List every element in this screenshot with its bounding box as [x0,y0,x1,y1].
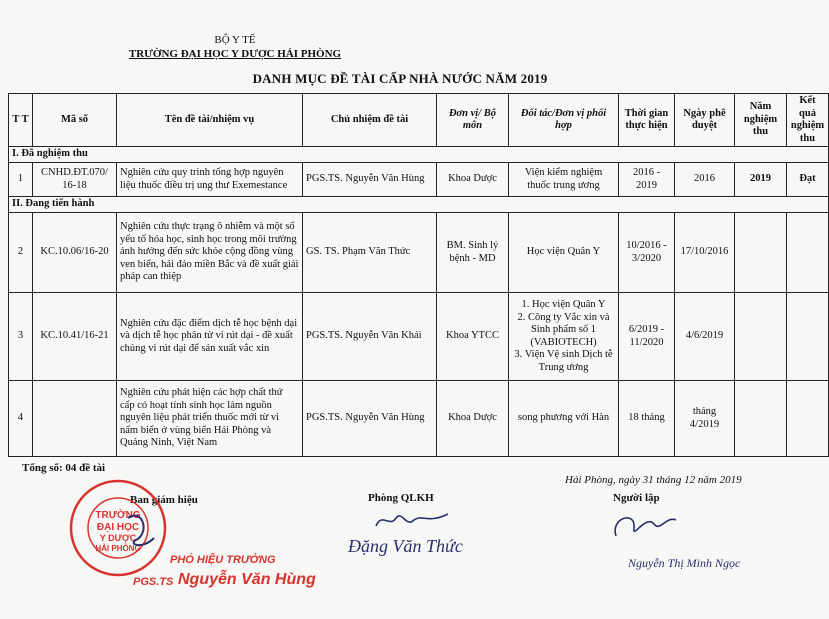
cell-chu-nhiem: PGS.TS. Nguyễn Văn Hùng [303,163,437,197]
sig-left-title: Ban giám hiệu [130,494,198,506]
cell-thoi-gian: 6/2019 - 11/2020 [619,293,675,381]
left-prefix: PGS.TS [133,576,174,588]
cell-doi-tac: Học viện Quân Y [509,213,619,293]
cell-ma-so [33,381,117,457]
col-header-don-vi: Đơn vị/ Bộ môn [437,94,509,147]
table-row [9,163,829,197]
cell-nam-nghiem-thu [735,381,787,457]
col-header-ten: Tên đề tài/nhiệm vụ [117,94,303,147]
svg-text:ĐẠI HỌC: ĐẠI HỌC [96,522,140,533]
svg-text:HẢI PHÒNG: HẢI PHÒNG [95,544,141,553]
table-header-row [9,94,829,147]
cell-ten: Nghiên cứu thực trạng ô nhiễm và một số yếu tố hóa học, sinh học trong môi trường ảnh hưởng đến sức khỏe cộng đồng vùng ven biển, hải đảo miền Bắc và đề xuất giải pháp can thiệp [117,213,303,293]
col-header-nam-nghiem-thu: Năm nghiệm thu [735,94,787,147]
cell-ket-qua [787,381,829,457]
cell-don-vi: Khoa Dược [437,381,509,457]
university-name: TRƯỜNG ĐẠI HỌC Y DƯỢC HẢI PHÒNG [128,48,342,60]
cell-tt: 1 [9,163,33,197]
col-header-ma-so: Mã số [33,94,117,147]
left-name: Nguyễn Văn Hùng [178,571,316,588]
section-row [9,197,829,213]
cell-nam-nghiem-thu: 2019 [735,163,787,197]
cell-ngay-duyet: 4/6/2019 [675,293,735,381]
document-title: DANH MỤC ĐỀ TÀI CẤP NHÀ NƯỚC NĂM 2019 [252,71,548,86]
col-header-chu-nhiem: Chủ nhiệm đề tài [303,94,437,147]
cell-doi-tac: Viện kiểm nghiệm thuốc trung ương [509,163,619,197]
cell-nam-nghiem-thu [735,213,787,293]
projects-table [8,93,829,457]
col-header-thoi-gian: Thời gian thực hiện [619,94,675,147]
cell-ma-so: KC.10.41/16-21 [33,293,117,381]
cell-chu-nhiem: PGS.TS. Nguyễn Văn Hùng [303,381,437,457]
svg-text:TRƯỜNG: TRƯỜNG [95,510,141,521]
cell-ngay-duyet: tháng 4/2019 [675,381,735,457]
cell-ten: Nghiên cứu đặc điểm dịch tễ học bệnh dại và dịch tễ học phân tử vi rút dại - đề xuất chủng vi rút dại để sản xuất vắc xin [117,293,303,381]
cell-doi-tac [509,293,619,381]
col-header-ket-qua: Kết quả nghiệm thu [787,94,829,147]
table-row [9,381,829,457]
cell-ten: Nghiên cứu quy trình tổng hợp nguyên liệu thuốc điều trị ung thư Exemestance [117,163,303,197]
table-row [9,213,829,293]
cell-chu-nhiem: PGS.TS. Nguyễn Văn Khải [303,293,437,381]
cell-ma-so: CNHD.ĐT.070/ 16-18 [33,163,117,197]
sig-right-title: Người lập [613,492,660,504]
cell-nam-nghiem-thu [735,293,787,381]
cell-ma-so: KC.10.06/16-20 [33,213,117,293]
cell-ngay-duyet: 2016 [675,163,735,197]
col-header-tt: T T [9,94,33,147]
sig-mid-title: Phòng QLKH [368,492,434,504]
table-row [9,293,829,381]
total-count: Tổng số: 04 đề tài [22,462,106,474]
cell-thoi-gian: 2016 - 2019 [619,163,675,197]
cell-ngay-duyet: 17/10/2016 [675,213,735,293]
mid-signature-icon [372,508,452,532]
place-date: Hải Phòng, ngày 31 tháng 12 năm 2019 [565,474,742,486]
partner-line: 2. Công ty Vắc xin và Sinh phẩm số 1 (VABIOTECH) [517,311,610,348]
cell-ket-qua [787,213,829,293]
right-signature-icon [606,506,686,546]
cell-don-vi: BM. Sinh lý bệnh - MD [437,213,509,293]
ministry-name: BỘ Y TẾ [214,34,256,46]
cell-doi-tac: song phương với Hàn [509,381,619,457]
section-title: II. Đang tiến hành [9,197,829,213]
right-name: Nguyễn Thị Minh Ngọc [628,556,741,570]
partner-line: 1. Học viện Quân Y [521,299,606,310]
cell-don-vi: Khoa Dược [437,163,509,197]
cell-thoi-gian: 10/2016 - 3/2020 [619,213,675,293]
cell-ket-qua: Đạt [787,163,829,197]
left-role: PHÓ HIỆU TRƯỞNG [170,554,276,566]
cell-tt: 2 [9,213,33,293]
mid-name: Đặng Văn Thức [348,536,463,556]
section-row [9,147,829,163]
cell-don-vi: Khoa YTCC [437,293,509,381]
cell-thoi-gian: 18 tháng [619,381,675,457]
col-header-ngay-duyet: Ngày phê duyệt [675,94,735,147]
cell-ket-qua [787,293,829,381]
partner-line: 3. Viện Vệ sinh Dịch tễ Trung ương [514,349,613,373]
svg-text:Y DƯỢC: Y DƯỢC [99,533,137,543]
cell-tt: 4 [9,381,33,457]
cell-chu-nhiem: GS. TS. Phạm Văn Thức [303,213,437,293]
col-header-doi-tac: Đối tác/Đơn vị phối hợp [509,94,619,147]
cell-ten: Nghiên cứu phát hiện các hợp chất thứ cấp có hoạt tính sinh học làm nguồn nguyên liệu phát triển thuốc mới từ vi nấm biển ở vùng biển Hải Phòng và Quảng Ninh, Việt Nam [117,381,303,457]
document-header [120,33,350,61]
official-stamp-icon [68,478,168,578]
section-title: I. Đã nghiệm thu [9,147,829,163]
cell-tt: 3 [9,293,33,381]
